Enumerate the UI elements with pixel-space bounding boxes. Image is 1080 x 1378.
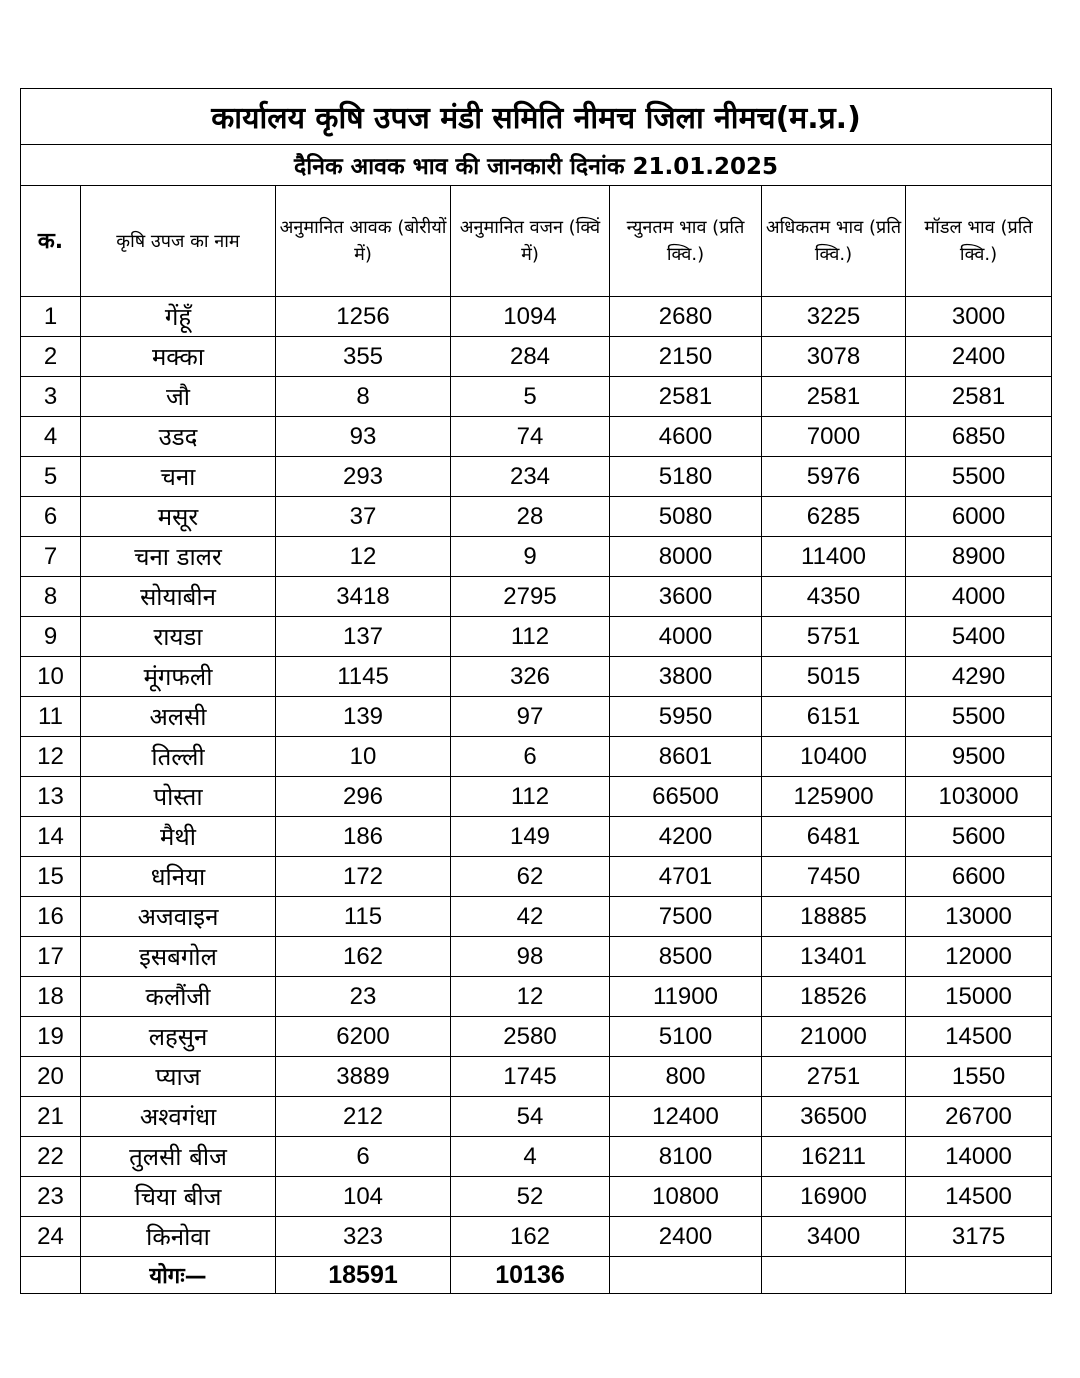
modal-price-cell: 4000 bbox=[906, 577, 1052, 617]
max-price-cell: 10400 bbox=[762, 737, 906, 777]
min-price-cell: 66500 bbox=[610, 777, 762, 817]
total-blank-cell bbox=[610, 1257, 762, 1294]
crop-name-cell: चना डालर bbox=[81, 537, 276, 577]
header-weight: अनुमानित वजन (क्विं में) bbox=[451, 186, 610, 297]
modal-price-cell: 1550 bbox=[906, 1057, 1052, 1097]
arrival-bags-cell: 115 bbox=[276, 897, 451, 937]
weight-cell: 284 bbox=[451, 337, 610, 377]
modal-price-cell: 14500 bbox=[906, 1177, 1052, 1217]
crop-name-cell: अश्वगंधा bbox=[81, 1097, 276, 1137]
table-row bbox=[21, 457, 1052, 497]
weight-cell: 28 bbox=[451, 497, 610, 537]
page-title: कार्यालय कृषि उपज मंडी समिति नीमच जिला नीमच(म.प्र.) bbox=[21, 89, 1052, 145]
modal-price-cell: 5500 bbox=[906, 697, 1052, 737]
table-row bbox=[21, 617, 1052, 657]
table-row bbox=[21, 897, 1052, 937]
table-row bbox=[21, 1217, 1052, 1257]
serial-no-cell: 7 bbox=[21, 537, 81, 577]
serial-no-cell: 20 bbox=[21, 1057, 81, 1097]
arrival-bags-cell: 212 bbox=[276, 1097, 451, 1137]
table-row bbox=[21, 1177, 1052, 1217]
total-arrival-bags: 18591 bbox=[276, 1257, 451, 1294]
serial-no-cell: 8 bbox=[21, 577, 81, 617]
modal-price-cell: 6600 bbox=[906, 857, 1052, 897]
max-price-cell: 16211 bbox=[762, 1137, 906, 1177]
arrival-bags-cell: 186 bbox=[276, 817, 451, 857]
modal-price-cell: 5500 bbox=[906, 457, 1052, 497]
modal-price-cell: 6000 bbox=[906, 497, 1052, 537]
arrival-bags-cell: 6 bbox=[276, 1137, 451, 1177]
crop-name-cell: जौ bbox=[81, 377, 276, 417]
arrival-bags-cell: 23 bbox=[276, 977, 451, 1017]
crop-name-cell: उडद bbox=[81, 417, 276, 457]
modal-price-cell: 5600 bbox=[906, 817, 1052, 857]
max-price-cell: 4350 bbox=[762, 577, 906, 617]
crop-name-cell: प्याज bbox=[81, 1057, 276, 1097]
arrival-bags-cell: 104 bbox=[276, 1177, 451, 1217]
modal-price-cell: 3000 bbox=[906, 297, 1052, 337]
max-price-cell: 2581 bbox=[762, 377, 906, 417]
min-price-cell: 11900 bbox=[610, 977, 762, 1017]
arrival-bags-cell: 355 bbox=[276, 337, 451, 377]
crop-name-cell: गेंहूँ bbox=[81, 297, 276, 337]
weight-cell: 1745 bbox=[451, 1057, 610, 1097]
max-price-cell: 5976 bbox=[762, 457, 906, 497]
min-price-cell: 10800 bbox=[610, 1177, 762, 1217]
weight-cell: 42 bbox=[451, 897, 610, 937]
weight-cell: 2580 bbox=[451, 1017, 610, 1057]
total-blank-cell bbox=[906, 1257, 1052, 1294]
max-price-cell: 36500 bbox=[762, 1097, 906, 1137]
header-arrival-bags: अनुमानित आवक (बोरीयों में) bbox=[276, 186, 451, 297]
table-row bbox=[21, 697, 1052, 737]
min-price-cell: 800 bbox=[610, 1057, 762, 1097]
serial-no-cell: 24 bbox=[21, 1217, 81, 1257]
arrival-bags-cell: 12 bbox=[276, 537, 451, 577]
max-price-cell: 21000 bbox=[762, 1017, 906, 1057]
serial-no-cell: 15 bbox=[21, 857, 81, 897]
total-row bbox=[21, 1257, 1052, 1294]
crop-name-cell: तिल्ली bbox=[81, 737, 276, 777]
table-row bbox=[21, 417, 1052, 457]
weight-cell: 149 bbox=[451, 817, 610, 857]
modal-price-cell: 14000 bbox=[906, 1137, 1052, 1177]
serial-no-cell: 13 bbox=[21, 777, 81, 817]
table-row bbox=[21, 1137, 1052, 1177]
max-price-cell: 5015 bbox=[762, 657, 906, 697]
weight-cell: 162 bbox=[451, 1217, 610, 1257]
modal-price-cell: 8900 bbox=[906, 537, 1052, 577]
report-date-heading: दैनिक आवक भाव की जानकारी दिनांक 21.01.2025 bbox=[21, 145, 1052, 186]
weight-cell: 2795 bbox=[451, 577, 610, 617]
serial-no-cell: 16 bbox=[21, 897, 81, 937]
max-price-cell: 6481 bbox=[762, 817, 906, 857]
header-max-price: अधिकतम भाव (प्रति क्वि.) bbox=[762, 186, 906, 297]
modal-price-cell: 3175 bbox=[906, 1217, 1052, 1257]
table-row bbox=[21, 1097, 1052, 1137]
table-row bbox=[21, 857, 1052, 897]
modal-price-cell: 13000 bbox=[906, 897, 1052, 937]
crop-name-cell: मैथी bbox=[81, 817, 276, 857]
serial-no-cell: 9 bbox=[21, 617, 81, 657]
mandi-rate-table bbox=[20, 88, 1052, 1294]
min-price-cell: 4200 bbox=[610, 817, 762, 857]
min-price-cell: 2581 bbox=[610, 377, 762, 417]
crop-name-cell: तुलसी बीज bbox=[81, 1137, 276, 1177]
min-price-cell: 4701 bbox=[610, 857, 762, 897]
modal-price-cell: 26700 bbox=[906, 1097, 1052, 1137]
serial-no-cell: 19 bbox=[21, 1017, 81, 1057]
min-price-cell: 2400 bbox=[610, 1217, 762, 1257]
max-price-cell: 3078 bbox=[762, 337, 906, 377]
serial-no-cell: 1 bbox=[21, 297, 81, 337]
arrival-bags-cell: 162 bbox=[276, 937, 451, 977]
modal-price-cell: 15000 bbox=[906, 977, 1052, 1017]
weight-cell: 112 bbox=[451, 617, 610, 657]
max-price-cell: 7450 bbox=[762, 857, 906, 897]
serial-no-cell: 22 bbox=[21, 1137, 81, 1177]
weight-cell: 4 bbox=[451, 1137, 610, 1177]
weight-cell: 112 bbox=[451, 777, 610, 817]
total-weight: 10136 bbox=[451, 1257, 610, 1294]
header-modal-price: मॉडल भाव (प्रति क्वि.) bbox=[906, 186, 1052, 297]
weight-cell: 326 bbox=[451, 657, 610, 697]
min-price-cell: 8500 bbox=[610, 937, 762, 977]
crop-name-cell: मसूर bbox=[81, 497, 276, 537]
arrival-bags-cell: 137 bbox=[276, 617, 451, 657]
header-crop-name: कृषि उपज का नाम bbox=[81, 186, 276, 297]
min-price-cell: 2680 bbox=[610, 297, 762, 337]
header-min-price: न्युनतम भाव (प्रति क्वि.) bbox=[610, 186, 762, 297]
max-price-cell: 13401 bbox=[762, 937, 906, 977]
arrival-bags-cell: 293 bbox=[276, 457, 451, 497]
weight-cell: 74 bbox=[451, 417, 610, 457]
column-header-row bbox=[21, 186, 1052, 297]
arrival-bags-cell: 3889 bbox=[276, 1057, 451, 1097]
serial-no-cell: 17 bbox=[21, 937, 81, 977]
table-row bbox=[21, 377, 1052, 417]
table-row bbox=[21, 737, 1052, 777]
max-price-cell: 16900 bbox=[762, 1177, 906, 1217]
modal-price-cell: 12000 bbox=[906, 937, 1052, 977]
arrival-bags-cell: 323 bbox=[276, 1217, 451, 1257]
table-row bbox=[21, 497, 1052, 537]
arrival-bags-cell: 1145 bbox=[276, 657, 451, 697]
weight-cell: 62 bbox=[451, 857, 610, 897]
crop-name-cell: धनिया bbox=[81, 857, 276, 897]
serial-no-cell: 11 bbox=[21, 697, 81, 737]
modal-price-cell: 4290 bbox=[906, 657, 1052, 697]
weight-cell: 54 bbox=[451, 1097, 610, 1137]
min-price-cell: 5180 bbox=[610, 457, 762, 497]
weight-cell: 6 bbox=[451, 737, 610, 777]
crop-name-cell: चिया बीज bbox=[81, 1177, 276, 1217]
weight-cell: 52 bbox=[451, 1177, 610, 1217]
total-blank-cell bbox=[762, 1257, 906, 1294]
arrival-bags-cell: 172 bbox=[276, 857, 451, 897]
min-price-cell: 4000 bbox=[610, 617, 762, 657]
weight-cell: 1094 bbox=[451, 297, 610, 337]
weight-cell: 5 bbox=[451, 377, 610, 417]
table-row bbox=[21, 337, 1052, 377]
arrival-bags-cell: 6200 bbox=[276, 1017, 451, 1057]
arrival-bags-cell: 139 bbox=[276, 697, 451, 737]
table-row bbox=[21, 1057, 1052, 1097]
min-price-cell: 8601 bbox=[610, 737, 762, 777]
crop-name-cell: चना bbox=[81, 457, 276, 497]
max-price-cell: 5751 bbox=[762, 617, 906, 657]
table-row bbox=[21, 577, 1052, 617]
min-price-cell: 12400 bbox=[610, 1097, 762, 1137]
crop-name-cell: किनोवा bbox=[81, 1217, 276, 1257]
max-price-cell: 3225 bbox=[762, 297, 906, 337]
weight-cell: 12 bbox=[451, 977, 610, 1017]
crop-name-cell: लहसुन bbox=[81, 1017, 276, 1057]
max-price-cell: 6285 bbox=[762, 497, 906, 537]
crop-name-cell: कलौंजी bbox=[81, 977, 276, 1017]
table-row bbox=[21, 777, 1052, 817]
max-price-cell: 6151 bbox=[762, 697, 906, 737]
min-price-cell: 8000 bbox=[610, 537, 762, 577]
header-serial-no: क. bbox=[21, 186, 81, 297]
min-price-cell: 2150 bbox=[610, 337, 762, 377]
serial-no-cell: 14 bbox=[21, 817, 81, 857]
arrival-bags-cell: 1256 bbox=[276, 297, 451, 337]
serial-no-cell: 5 bbox=[21, 457, 81, 497]
serial-no-cell: 4 bbox=[21, 417, 81, 457]
serial-no-cell: 23 bbox=[21, 1177, 81, 1217]
min-price-cell: 3800 bbox=[610, 657, 762, 697]
weight-cell: 9 bbox=[451, 537, 610, 577]
crop-name-cell: सोयाबीन bbox=[81, 577, 276, 617]
arrival-bags-cell: 8 bbox=[276, 377, 451, 417]
serial-no-cell: 12 bbox=[21, 737, 81, 777]
serial-no-cell: 10 bbox=[21, 657, 81, 697]
modal-price-cell: 6850 bbox=[906, 417, 1052, 457]
table-row bbox=[21, 977, 1052, 1017]
min-price-cell: 8100 bbox=[610, 1137, 762, 1177]
weight-cell: 97 bbox=[451, 697, 610, 737]
weight-cell: 234 bbox=[451, 457, 610, 497]
min-price-cell: 3600 bbox=[610, 577, 762, 617]
modal-price-cell: 9500 bbox=[906, 737, 1052, 777]
table-row bbox=[21, 937, 1052, 977]
weight-cell: 98 bbox=[451, 937, 610, 977]
max-price-cell: 11400 bbox=[762, 537, 906, 577]
table-row bbox=[21, 1017, 1052, 1057]
max-price-cell: 7000 bbox=[762, 417, 906, 457]
max-price-cell: 2751 bbox=[762, 1057, 906, 1097]
min-price-cell: 4600 bbox=[610, 417, 762, 457]
serial-no-cell: 21 bbox=[21, 1097, 81, 1137]
min-price-cell: 5100 bbox=[610, 1017, 762, 1057]
arrival-bags-cell: 296 bbox=[276, 777, 451, 817]
total-label: योगः— bbox=[81, 1257, 276, 1294]
arrival-bags-cell: 10 bbox=[276, 737, 451, 777]
modal-price-cell: 103000 bbox=[906, 777, 1052, 817]
crop-name-cell: मूंगफली bbox=[81, 657, 276, 697]
serial-no-cell: 6 bbox=[21, 497, 81, 537]
max-price-cell: 18526 bbox=[762, 977, 906, 1017]
modal-price-cell: 2400 bbox=[906, 337, 1052, 377]
crop-name-cell: अलसी bbox=[81, 697, 276, 737]
modal-price-cell: 2581 bbox=[906, 377, 1052, 417]
max-price-cell: 18885 bbox=[762, 897, 906, 937]
modal-price-cell: 14500 bbox=[906, 1017, 1052, 1057]
serial-no-cell: 2 bbox=[21, 337, 81, 377]
min-price-cell: 7500 bbox=[610, 897, 762, 937]
subtitle-row bbox=[21, 145, 1052, 186]
arrival-bags-cell: 93 bbox=[276, 417, 451, 457]
serial-no-cell: 18 bbox=[21, 977, 81, 1017]
title-row bbox=[21, 89, 1052, 145]
crop-name-cell: इसबगोल bbox=[81, 937, 276, 977]
arrival-bags-cell: 3418 bbox=[276, 577, 451, 617]
crop-name-cell: पोस्ता bbox=[81, 777, 276, 817]
table-row bbox=[21, 537, 1052, 577]
crop-name-cell: मक्का bbox=[81, 337, 276, 377]
table-row bbox=[21, 657, 1052, 697]
total-blank-cell bbox=[21, 1257, 81, 1294]
arrival-bags-cell: 37 bbox=[276, 497, 451, 537]
min-price-cell: 5080 bbox=[610, 497, 762, 537]
table-row bbox=[21, 817, 1052, 857]
min-price-cell: 5950 bbox=[610, 697, 762, 737]
table-row bbox=[21, 297, 1052, 337]
max-price-cell: 125900 bbox=[762, 777, 906, 817]
crop-name-cell: रायडा bbox=[81, 617, 276, 657]
crop-name-cell: अजवाइन bbox=[81, 897, 276, 937]
serial-no-cell: 3 bbox=[21, 377, 81, 417]
modal-price-cell: 5400 bbox=[906, 617, 1052, 657]
max-price-cell: 3400 bbox=[762, 1217, 906, 1257]
